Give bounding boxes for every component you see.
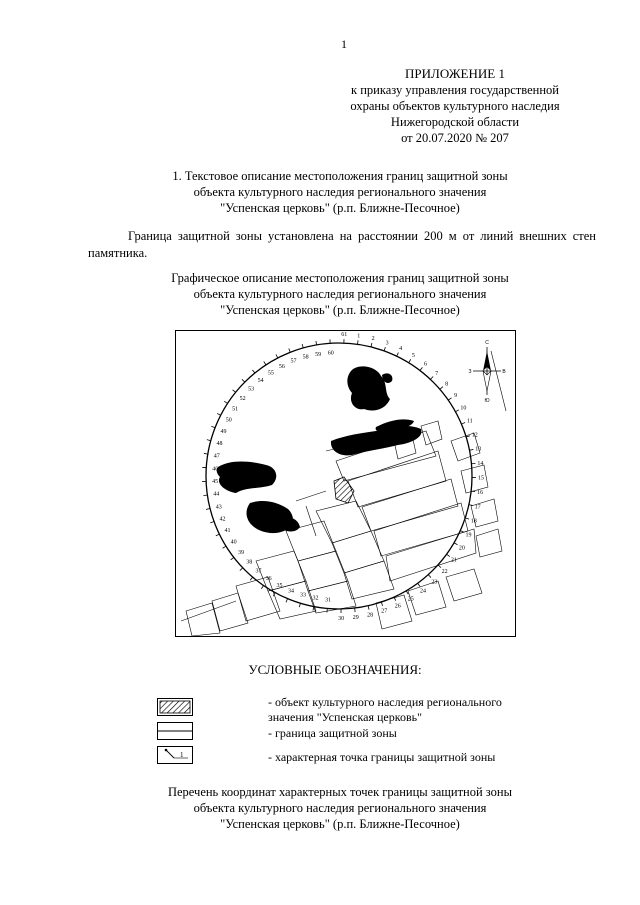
- legend-heritage-line-2: значения "Успенская церковь": [268, 710, 423, 724]
- boundary-point-tick: [299, 603, 300, 607]
- heritage-object-uspenskaya-church: [334, 477, 354, 503]
- zone-map: [175, 330, 516, 637]
- boundary-point-label: 6: [423, 361, 427, 368]
- svg-text:Ю: Ю: [484, 398, 490, 404]
- legend-heritage-label: [268, 695, 558, 725]
- boundary-point-label: 47: [213, 453, 220, 460]
- boundary-point-label: 19: [465, 532, 472, 539]
- boundary-point-label: 56: [278, 363, 285, 370]
- svg-text:С: С: [485, 340, 489, 346]
- coordinates-title-line-3: "Успенская церковь" (р.п. Ближне-Песочное): [220, 817, 460, 831]
- boundary-point-tick: [371, 343, 372, 347]
- boundary-point-label: 58: [302, 354, 309, 361]
- boundary-point-label: 3: [385, 340, 389, 347]
- boundary-point-label: 59: [315, 351, 322, 358]
- boundary-point-tick: [203, 495, 207, 496]
- boundary-point-label: 31: [325, 597, 332, 604]
- boundary-point-tick: [216, 534, 220, 536]
- boundary-point-tick: [384, 347, 385, 351]
- legend-point-label: - характерная точка границы защитной зоны: [268, 750, 496, 764]
- boundary-point-tick: [286, 599, 288, 603]
- boundary-point-label: 8: [445, 381, 449, 388]
- boundary-point-tick: [397, 353, 399, 357]
- boundary-point-label: 52: [239, 395, 246, 402]
- boundary-point-label: 18: [470, 518, 477, 525]
- boundary-point-tick: [409, 359, 411, 362]
- boundary-point-label: 23: [431, 579, 438, 586]
- compass-icon: [468, 340, 506, 404]
- zone-description-paragraph: Граница защитной зоны установлена на расстоянии 200 м от линий внешних стен памятника.: [88, 229, 596, 260]
- boundary-point-tick: [261, 586, 263, 589]
- legend-heritage-line-1: - объект культурного наследия регионального: [268, 695, 502, 709]
- boundary-point-tick: [418, 583, 420, 586]
- legend-title: УСЛОВНЫЕ ОБОЗНАЧЕНИЯ:: [248, 662, 422, 677]
- boundary-point-tick: [252, 370, 255, 373]
- boundary-point-label: 44: [213, 491, 220, 498]
- boundary-point-label: 53: [248, 386, 255, 393]
- boundary-point-label: 14: [477, 460, 484, 467]
- boundary-point-label: 28: [367, 612, 374, 619]
- boundary-point-label: 5: [411, 353, 415, 360]
- legend-boundary-label: - граница защитной зоны: [268, 726, 397, 740]
- boundary-point-tick: [207, 440, 211, 441]
- boundary-point-label: 7: [435, 370, 439, 377]
- boundary-point-tick: [420, 367, 422, 370]
- boundary-point-tick: [210, 522, 214, 523]
- boundary-point-label: 45: [212, 479, 219, 486]
- legend-boundary-symbol: [157, 722, 193, 740]
- boundary-point-label: 21: [450, 557, 457, 564]
- boundary-point-label: 36: [265, 576, 272, 583]
- section-1-line-1: 1. Текстовое описание местоположения границ защитной зоны: [172, 169, 508, 183]
- boundary-point-tick: [289, 349, 290, 353]
- boundary-point-label: 60: [327, 350, 334, 357]
- boundary-point-label: 13: [475, 446, 482, 453]
- legend-point-symbol: [157, 746, 193, 764]
- appendix-line-1: к приказу управления государственной: [351, 83, 559, 97]
- svg-text:З: З: [468, 369, 472, 375]
- boundary-point-label: 15: [477, 475, 484, 482]
- boundary-point-tick: [264, 362, 266, 365]
- section-1-line-3: "Успенская церковь" (р.п. Ближне-Песочное): [220, 201, 460, 215]
- boundary-point-label: 22: [441, 568, 448, 575]
- boundary-point-tick: [206, 508, 210, 509]
- boundary-point-label: 12: [471, 432, 478, 439]
- svg-text:1: 1: [180, 751, 184, 759]
- boundary-point-label: 24: [419, 588, 426, 595]
- boundary-point-label: 34: [288, 588, 295, 595]
- boundary-point-tick: [469, 449, 473, 450]
- boundary-point-tick: [466, 436, 470, 437]
- boundary-point-label: 38: [246, 559, 253, 566]
- boundary-point-label: 37: [255, 568, 262, 575]
- appendix-title: ПРИЛОЖЕНИЕ 1: [405, 66, 505, 81]
- boundary-point-label: 61: [341, 332, 348, 339]
- boundary-point-label: 9: [454, 392, 458, 399]
- boundary-point-label: 42: [219, 516, 226, 523]
- boundary-point-label: 35: [276, 582, 283, 589]
- section-1-title: [120, 168, 560, 216]
- boundary-point-label: 25: [407, 596, 414, 603]
- appendix-line-2: охраны объектов культурного наследия: [350, 99, 560, 113]
- boundary-point-tick: [447, 554, 450, 556]
- boundary-point-tick: [469, 505, 473, 506]
- boundary-point-label: 30: [338, 615, 345, 622]
- boundary-point-tick: [465, 518, 469, 519]
- graphic-title-line-1: Графическое описание местоположения границ защитной зоны: [171, 271, 509, 285]
- boundary-point-label: 2: [371, 336, 375, 343]
- boundary-point-tick: [455, 410, 459, 412]
- boundary-point-label: 41: [224, 528, 231, 535]
- boundary-point-label: 46: [212, 466, 219, 473]
- boundary-point-tick: [302, 344, 303, 348]
- boundary-point-tick: [242, 379, 245, 382]
- boundary-point-tick: [276, 354, 278, 358]
- graphic-title-line-2: объекта культурного наследия регионального значения: [193, 287, 487, 301]
- svg-text:В: В: [502, 369, 506, 375]
- boundary-point-tick: [211, 426, 215, 427]
- boundary-point-label: 48: [216, 441, 223, 448]
- boundary-point-label: 11: [466, 418, 473, 425]
- legend-heritage-symbol: [157, 698, 193, 716]
- graphic-description-title: [120, 270, 560, 318]
- boundary-point-tick: [231, 557, 234, 559]
- boundary-point-label: 16: [477, 490, 484, 497]
- coordinates-title-line-2: объекта культурного наследия регионального значения: [193, 801, 487, 815]
- boundary-point-tick: [454, 543, 457, 545]
- boundary-point-tick: [233, 390, 236, 393]
- boundary-point-label: 39: [237, 549, 244, 556]
- boundary-point-tick: [448, 398, 451, 400]
- boundary-point-tick: [217, 413, 221, 415]
- boundary-point-tick: [428, 575, 431, 578]
- boundary-point-tick: [223, 546, 226, 548]
- boundary-point-label: 51: [232, 406, 239, 413]
- boundary-point-tick: [440, 387, 443, 390]
- boundary-point-tick: [438, 565, 441, 568]
- boundary-point-label: 29: [352, 615, 359, 622]
- boundary-point-label: 40: [230, 539, 237, 546]
- boundary-point-label: 49: [220, 428, 227, 435]
- boundary-point-tick: [313, 607, 314, 611]
- boundary-point-tick: [461, 423, 465, 425]
- boundary-point-label: 33: [300, 592, 307, 599]
- boundary-point-label: 50: [225, 417, 232, 424]
- boundary-point-label: 17: [474, 504, 481, 511]
- boundary-point-label: 54: [257, 377, 264, 384]
- boundary-point-tick: [381, 602, 382, 606]
- appendix-header: [330, 66, 580, 146]
- graphic-title-line-3: "Успенская церковь" (р.п. Ближне-Песочное): [220, 303, 460, 317]
- boundary-point-label: 10: [460, 405, 467, 412]
- coordinates-title-line-1: Перечень координат характерных точек границы защитной зоны: [167, 785, 513, 799]
- boundary-point-label: 1: [357, 333, 361, 340]
- boundary-point-label: 26: [394, 603, 401, 610]
- boundary-point-tick: [240, 568, 243, 571]
- boundary-point-tick: [224, 401, 227, 403]
- boundary-point-tick: [204, 453, 208, 454]
- boundary-point-tick: [460, 531, 464, 533]
- appendix-line-4: от 20.07.2020 № 207: [401, 131, 509, 145]
- boundary-point-label: 4: [399, 346, 403, 353]
- boundary-point-tick: [358, 340, 359, 344]
- appendix-line-3: Нижегородской области: [390, 115, 520, 129]
- boundary-point-label: 32: [312, 595, 319, 602]
- boundary-point-label: 27: [381, 608, 388, 615]
- boundary-point-label: 20: [458, 545, 465, 552]
- boundary-point-label: 43: [215, 504, 222, 511]
- boundary-point-tick: [250, 577, 253, 580]
- boundary-point-label: 55: [267, 370, 274, 377]
- page-number: 1: [341, 37, 347, 51]
- boundary-point-tick: [316, 341, 317, 345]
- section-1-line-2: объекта культурного наследия регионального значения: [193, 185, 487, 199]
- coordinates-list-title: [120, 784, 560, 832]
- boundary-point-tick: [430, 376, 433, 379]
- boundary-point-label: 57: [290, 358, 297, 365]
- boundary-point-tick: [368, 606, 369, 610]
